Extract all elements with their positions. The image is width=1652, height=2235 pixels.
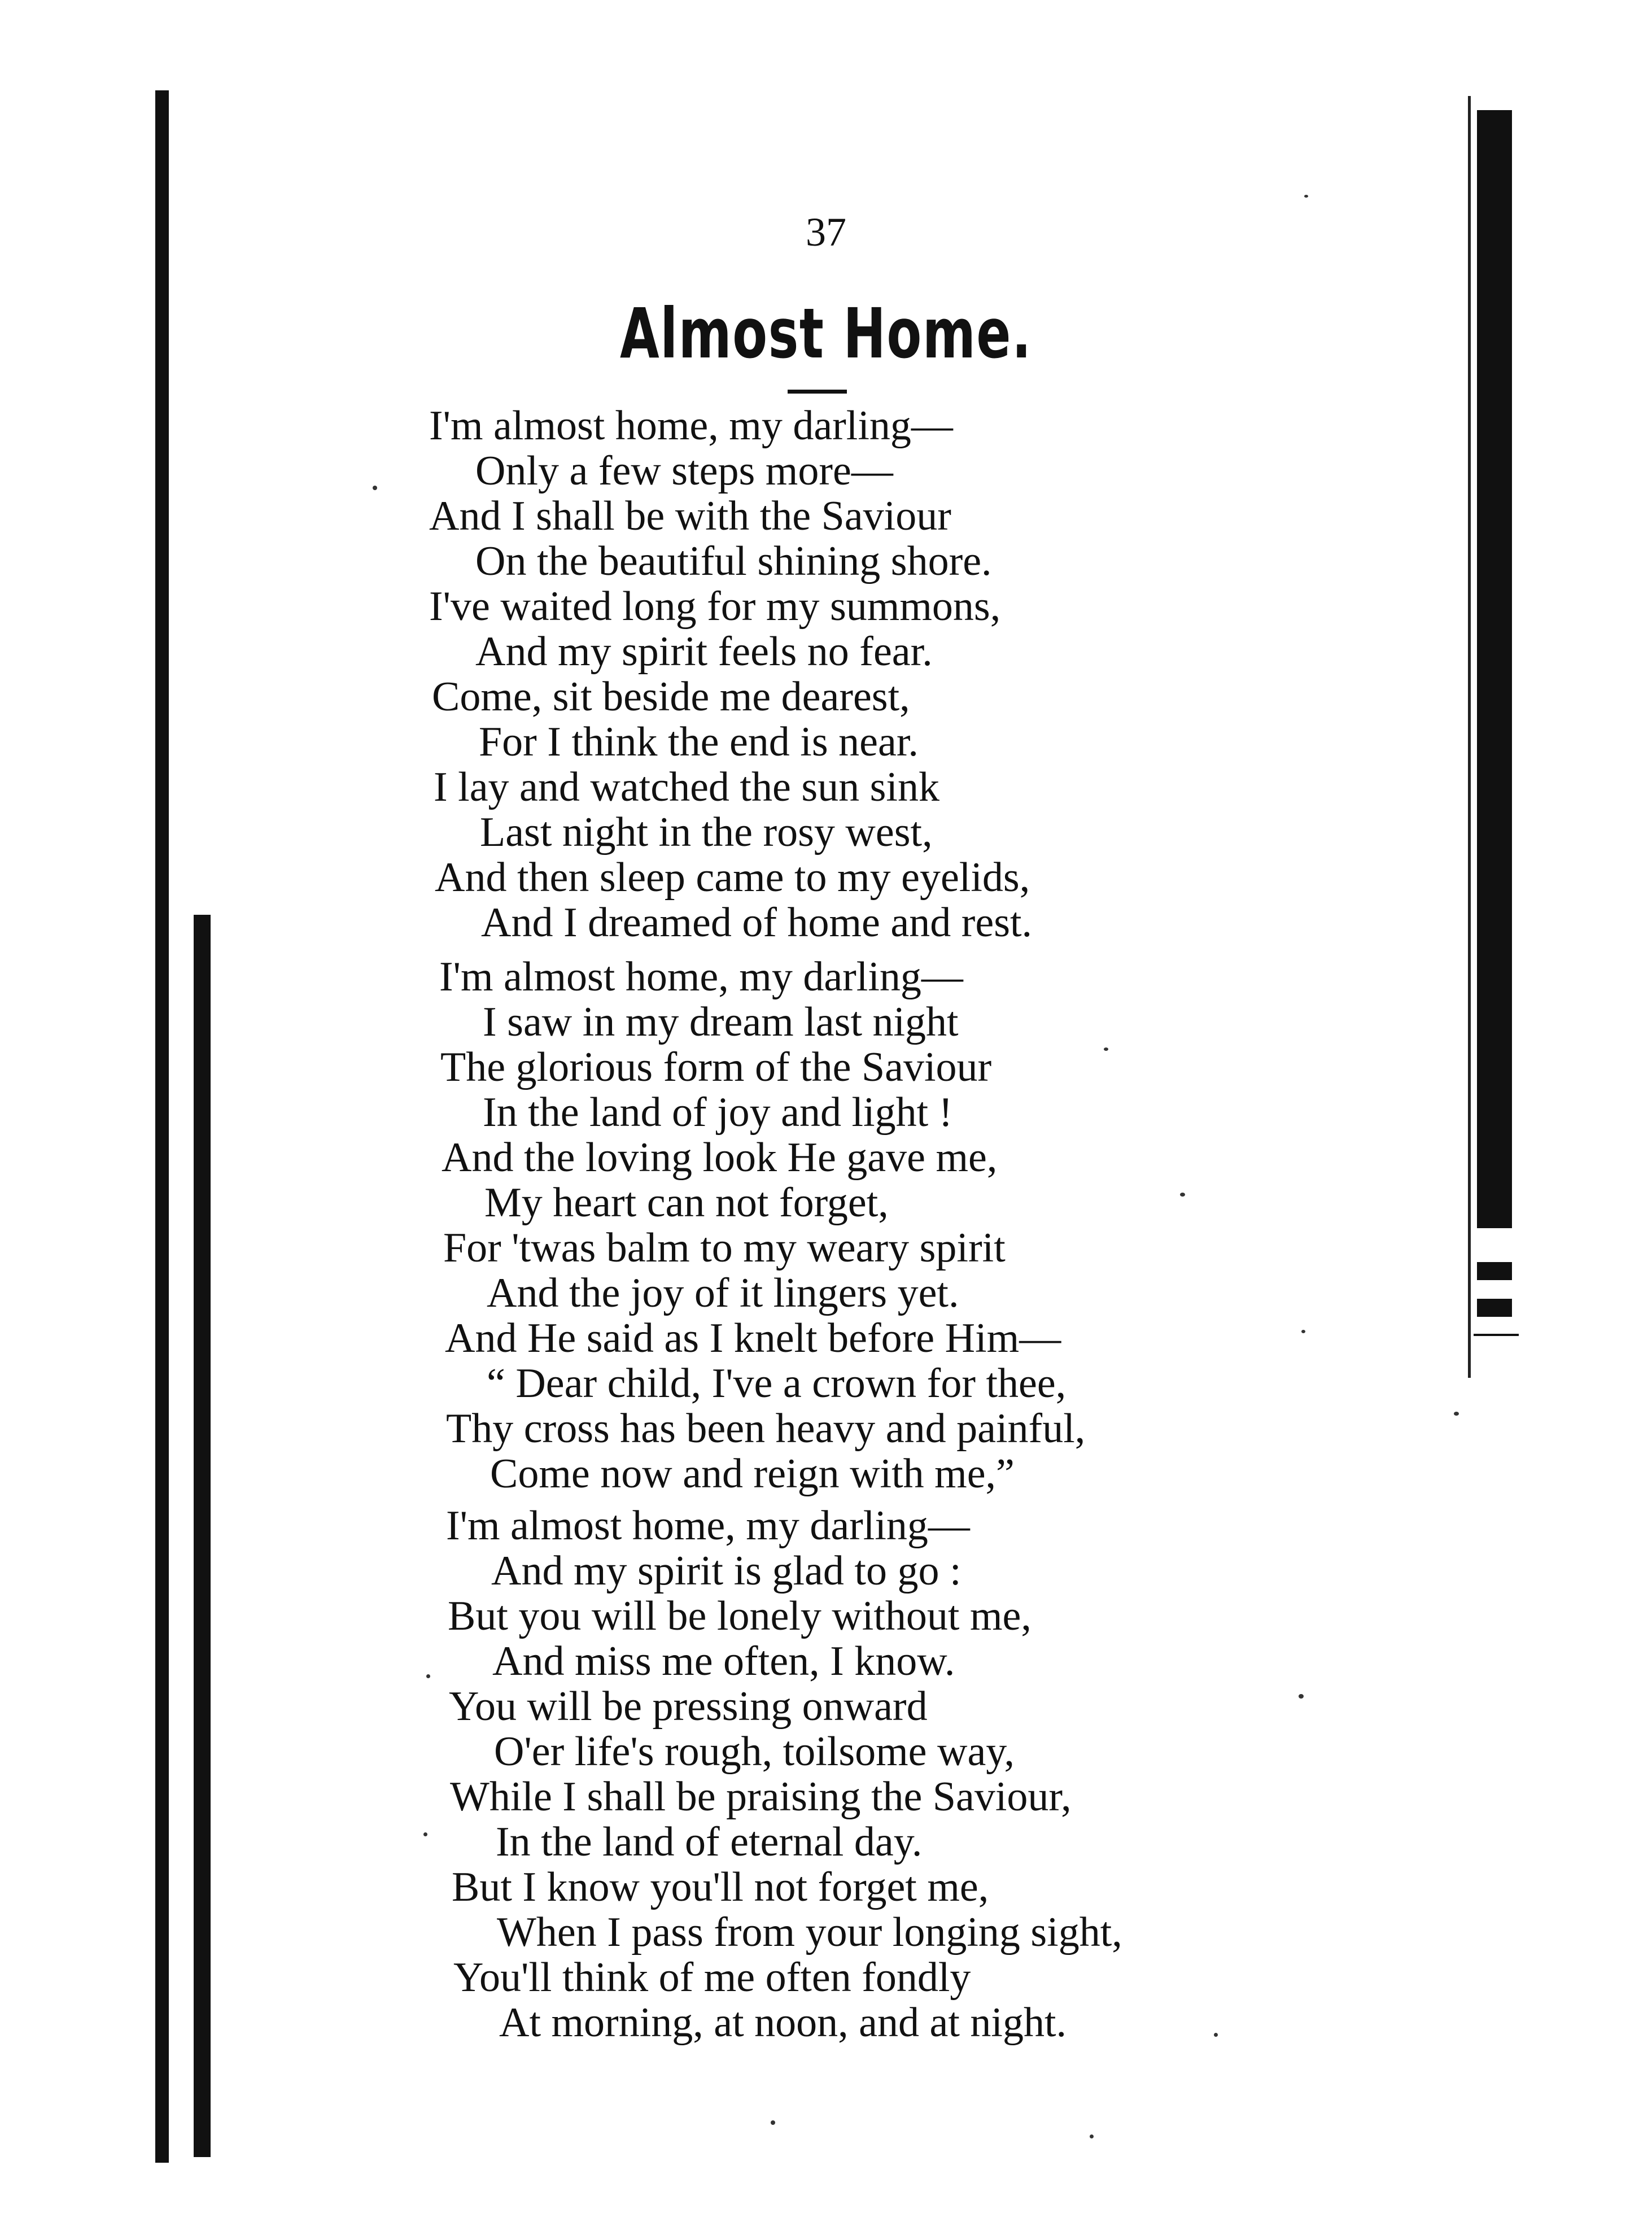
poem-line: On the beautiful shining shore. xyxy=(475,538,992,584)
poem-line: I'm almost home, my darling— xyxy=(446,1503,970,1549)
poem-line: While I shall be praising the Saviour, xyxy=(450,1774,1072,1820)
poem-line: “ Dear child, I've a crown for thee, xyxy=(487,1360,1067,1407)
poem-line: And I shall be with the Saviour xyxy=(429,493,951,539)
poem-line: And the loving look He gave me, xyxy=(442,1134,998,1181)
poem-line: In the land of joy and light ! xyxy=(483,1089,953,1136)
poem-line: I lay and watched the sun sink xyxy=(434,764,939,810)
poem-line: But you will be lonely without me, xyxy=(448,1593,1032,1639)
poem-line: Come now and reign with me,” xyxy=(490,1451,1015,1497)
poem-line: For I think the end is near. xyxy=(479,719,919,765)
poem-line: My heart can not forget, xyxy=(484,1180,889,1226)
poem-line: You'll think of me often fondly xyxy=(453,1954,971,2001)
poem-line: Thy cross has been heavy and painful, xyxy=(446,1405,1086,1452)
poem-line: And my spirit feels no fear. xyxy=(475,628,933,675)
poem-line: Come, sit beside me dearest, xyxy=(432,674,910,720)
page-number: 37 xyxy=(806,209,846,255)
poem-line: And He said as I knelt before Him— xyxy=(445,1315,1061,1361)
poem-line: At morning, at noon, and at night. xyxy=(499,2000,1067,2046)
poem-title: Almost Home. xyxy=(620,294,1032,374)
poem-line: I'm almost home, my darling— xyxy=(439,954,963,1000)
poem-line: And then sleep came to my eyelids, xyxy=(435,854,1030,901)
poem-line: Only a few steps more— xyxy=(475,448,893,494)
poem-line: And miss me often, I know. xyxy=(492,1638,955,1684)
poem-line: When I pass from your longing sight, xyxy=(497,1909,1122,1955)
poem-line: And the joy of it lingers yet. xyxy=(487,1270,959,1316)
poem-line: I saw in my dream last night xyxy=(483,999,959,1045)
poem-line: For 'twas balm to my weary spirit xyxy=(443,1225,1006,1271)
poem-line: But I know you'll not forget me, xyxy=(452,1864,989,1910)
poem-line: The glorious form of the Saviour xyxy=(440,1044,992,1090)
poem-line: And I dreamed of home and rest. xyxy=(481,900,1033,946)
poem-line: Last night in the rosy west, xyxy=(480,809,933,855)
poem-line: And my spirit is glad to go : xyxy=(491,1548,962,1594)
poem-line: I'm almost home, my darling— xyxy=(429,403,953,449)
poem-line: You will be pressing onward xyxy=(449,1683,928,1730)
poem-line: I've waited long for my summons, xyxy=(429,583,1001,630)
poem-line: O'er life's rough, toilsome way, xyxy=(494,1728,1015,1775)
poem-line: In the land of eternal day. xyxy=(496,1819,923,1865)
